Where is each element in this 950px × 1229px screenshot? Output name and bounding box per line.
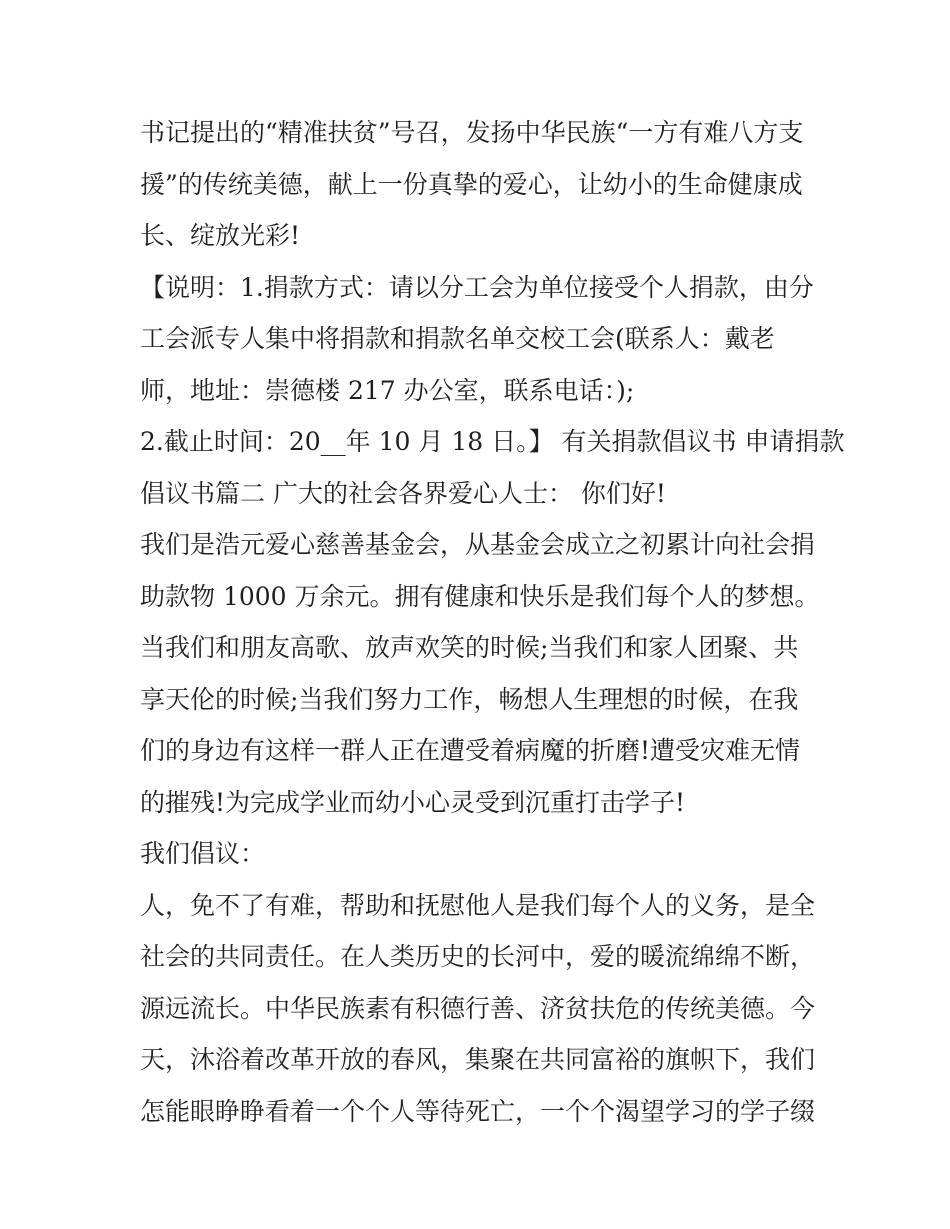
text-line: 我们是浩元爱心慈善基金会，从基金会成立之初累计向社会捐 bbox=[140, 530, 816, 559]
text-line: 怎能眼睁睁看着一个个人等待死亡，一个个渴望学习的学子缀 bbox=[140, 1096, 816, 1126]
text-line: 援”的传统美德，献上一份真挚的爱心，让幼小的生命健康成 bbox=[140, 169, 803, 199]
text-line: 当我们和朋友高歌、放声欢笑的时候;当我们和家人团聚、共 bbox=[140, 633, 799, 662]
text-line: 2.截止时间：20__年 10 月 18 日。】 有关捐款倡议书 申请捐款 bbox=[140, 427, 845, 456]
text-line: 享天伦的时候;当我们努力工作，畅想人生理想的时候，在我 bbox=[140, 684, 799, 714]
text-line: 的摧残!为完成学业而幼小心灵受到沉重打击学子! bbox=[140, 787, 686, 817]
text-line: 源远流长。中华民族素有积德行善、济贫扶危的传统美德。今 bbox=[140, 993, 816, 1023]
text-line: 们的身边有这样一群人正在遭受着病魔的折磨!遭受灾难无情 bbox=[140, 736, 801, 765]
text-line: 倡议书篇二 广大的社会各界爱心人士： 你们好! bbox=[140, 478, 666, 508]
text-line: 我们倡议： bbox=[140, 839, 266, 868]
text-line: 工会派专人集中将捐款和捐款名单交校工会(联系人：戴老 bbox=[140, 324, 775, 353]
text-line: 人，免不了有难，帮助和抚慰他人是我们每个人的义务，是全 bbox=[140, 890, 816, 920]
text-line: 【说明：1.捐款方式：请以分工会为单位接受个人捐款，由分 bbox=[140, 272, 814, 302]
text-line: 社会的共同责任。在人类历史的长河中，爱的暖流绵绵不断， bbox=[140, 942, 816, 971]
text-line: 天，沐浴着改革开放的春风，集聚在共同富裕的旗帜下，我们 bbox=[140, 1045, 816, 1074]
text-line: 书记提出的“精准扶贫”号召，发扬中华民族“一方有难八方支 bbox=[140, 118, 804, 147]
text-line: 助款物 1000 万余元。拥有健康和快乐是我们每个人的梦想。 bbox=[140, 581, 820, 611]
text-line: 师，地址：崇德楼 217 办公室，联系电话：); bbox=[140, 375, 635, 405]
text-line: 长、绽放光彩! bbox=[140, 221, 301, 250]
document-body bbox=[140, 107, 845, 1137]
